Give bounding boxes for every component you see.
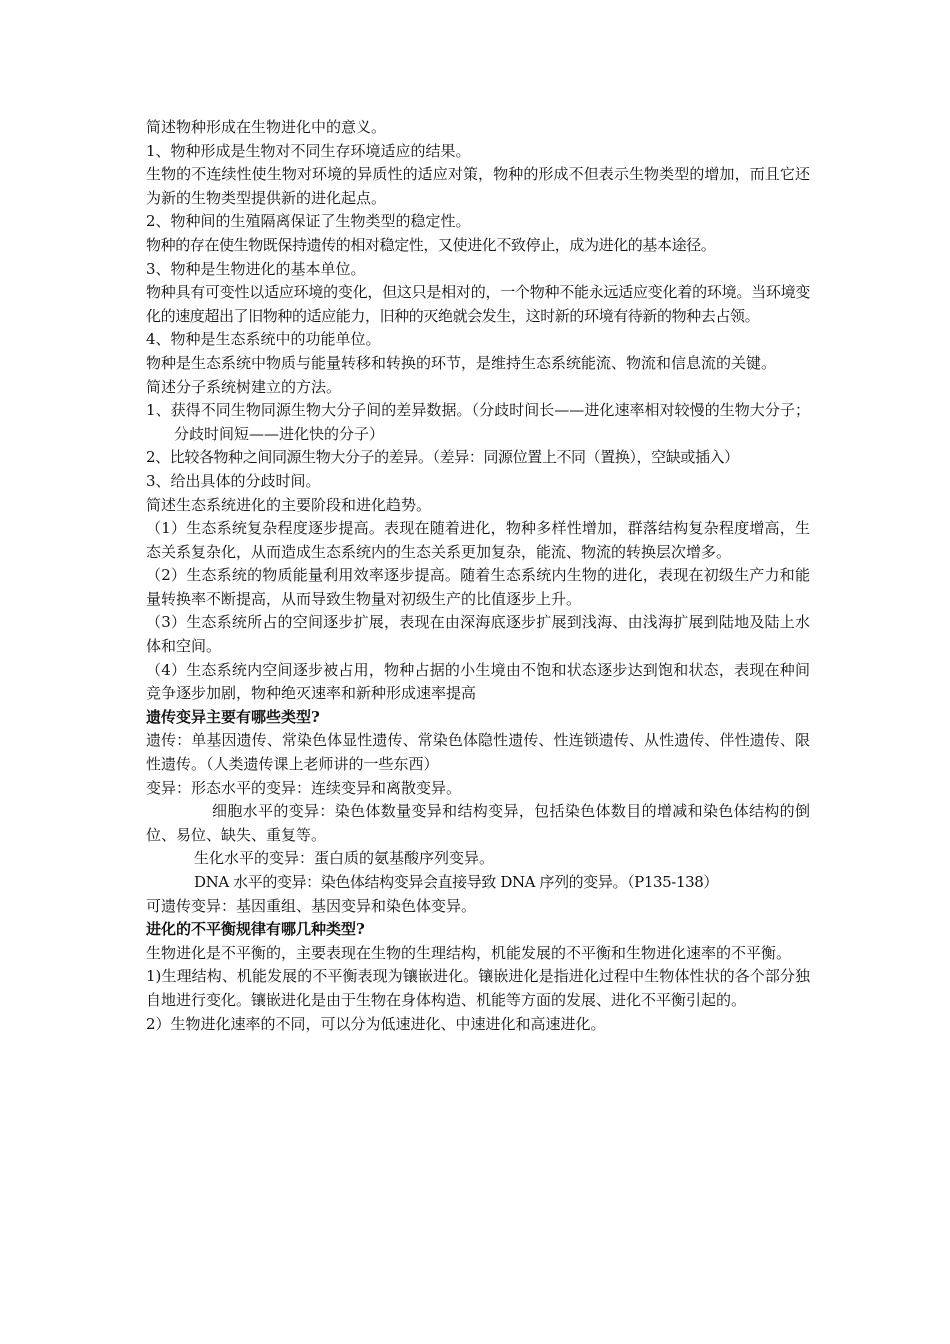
list-item: 2、比较各物种之间同源生物大分子的差异。（差异：同源位置上不同（置换），空缺或插入） [146, 448, 739, 467]
document-page [146, 116, 810, 1036]
heredity-paragraph: 遗传：单基因遗传、常染色体显性遗传、常染色体隐性遗传、性连锁遗传、从性遗传、伴性遗传、限性遗传。（人类遗传课上老师讲的一些东西） [146, 731, 810, 774]
list-item: （3）生态系统所占的空间逐步扩展，表现在由深海底逐步扩展到浅海、由浅海扩展到陆地及陆上水体和空间。 [146, 613, 810, 656]
point-body: 物种是生态系统中物质与能量转移和转换的环节，是维持生态系统能流、物流和信息流的关键。 [146, 353, 777, 372]
point-heading: 1、物种形成是生物对不同生存环境适应的结果。 [146, 141, 471, 160]
section-title-speciation: 简述物种形成在生物进化中的意义。 [146, 118, 387, 136]
imbalance-intro: 生物进化是不平衡的，主要表现在生物的生理结构，机能发展的不平衡和生物进化速率的不平衡。 [146, 943, 792, 962]
list-item: （4）生态系统内空间逐步被占用，物种占据的小生境由不饱和状态逐步达到饱和状态，表现在种间竞争逐步加剧，物种绝灭速率和新种形成速率提高 [146, 660, 810, 703]
point-body: 物种具有可变性以适应环境的变化，但这只是相对的，一个物种不能永远适应变化着的环境。当环境变化的速度超出了旧物种的适应能力，旧种的灭绝就会发生，这时新的环境有待新的物种去占领。 [146, 283, 810, 325]
list-item: 1、获得不同生物同源生物大分子间的差异数据。（分歧时间长——进化速率相对较慢的生物大分子；分歧时间短——进化快的分子） [146, 401, 810, 443]
list-item: 1)生理结构、机能发展的不平衡表现为镶嵌进化。镶嵌进化是指进化过程中生物体性状的各个部分独自地进行变化。镶嵌进化是由于生物在身体构造、机能等方面的发展、进化不平衡引起的。 [146, 967, 810, 1009]
variation-item: 变异：形态水平的变异：连续变异和离散变异。 [146, 778, 462, 797]
list-item: （2）生态系统的物质能量利用效率逐步提高。随着生态系统内生物的进化，表现在初级生产力和能量转换率不断提高，从而导致生物量对初级生产的比值逐步上升。 [146, 566, 810, 608]
section-title-molecular-tree: 简述分子系统树建立的方法。 [146, 377, 342, 396]
list-item: 3、给出具体的分歧时间。 [146, 471, 321, 490]
point-body: 生物的不连续性使生物对环境的异质性的适应对策，物种的形成不但表示生物类型的增加，而且它还为新的生物类型提供新的进化起点。 [146, 165, 810, 207]
variation-item: 可遗传变异：基因重组、基因变异和染色体变异。 [146, 896, 477, 915]
point-body: 物种的存在使生物既保持遗传的相对稳定性，又使进化不致停止，成为进化的基本途径。 [146, 235, 716, 254]
variation-item: DNA 水平的变异：染色体结构变异会直接导致 DNA 序列的变异。（P135-138） [194, 873, 718, 891]
section-title-imbalance: 进化的不平衡规律有哪几种类型? [146, 920, 365, 939]
point-heading: 4、物种是生态系统中的功能单位。 [146, 330, 381, 349]
point-heading: 2、物种间的生殖隔离保证了生物类型的稳定性。 [146, 212, 471, 231]
variation-item: 细胞水平的变异：染色体数量变异和结构变异，包括染色体数目的增减和染色体结构的倒位、易位、缺失、重复等。 [146, 802, 810, 844]
list-item: 2）生物进化速率的不同，可以分为低速进化、中速进化和高速进化。 [146, 1014, 606, 1033]
point-heading: 3、物种是生物进化的基本单位。 [146, 259, 366, 278]
variation-item: 生化水平的变异：蛋白质的氨基酸序列变异。 [194, 849, 495, 868]
section-title-ecosystem-evolution: 简述生态系统进化的主要阶段和进化趋势。 [146, 495, 432, 514]
section-title-variation-types: 遗传变异主要有哪些类型? [146, 707, 320, 726]
list-item: （1）生态系统复杂程度逐步提高。表现在随着进化，物种多样性增加，群落结构复杂程度增高，生态关系复杂化，从而造成生态系统内的生态关系更加复杂，能流、物流的转换层次增多。 [146, 519, 810, 561]
